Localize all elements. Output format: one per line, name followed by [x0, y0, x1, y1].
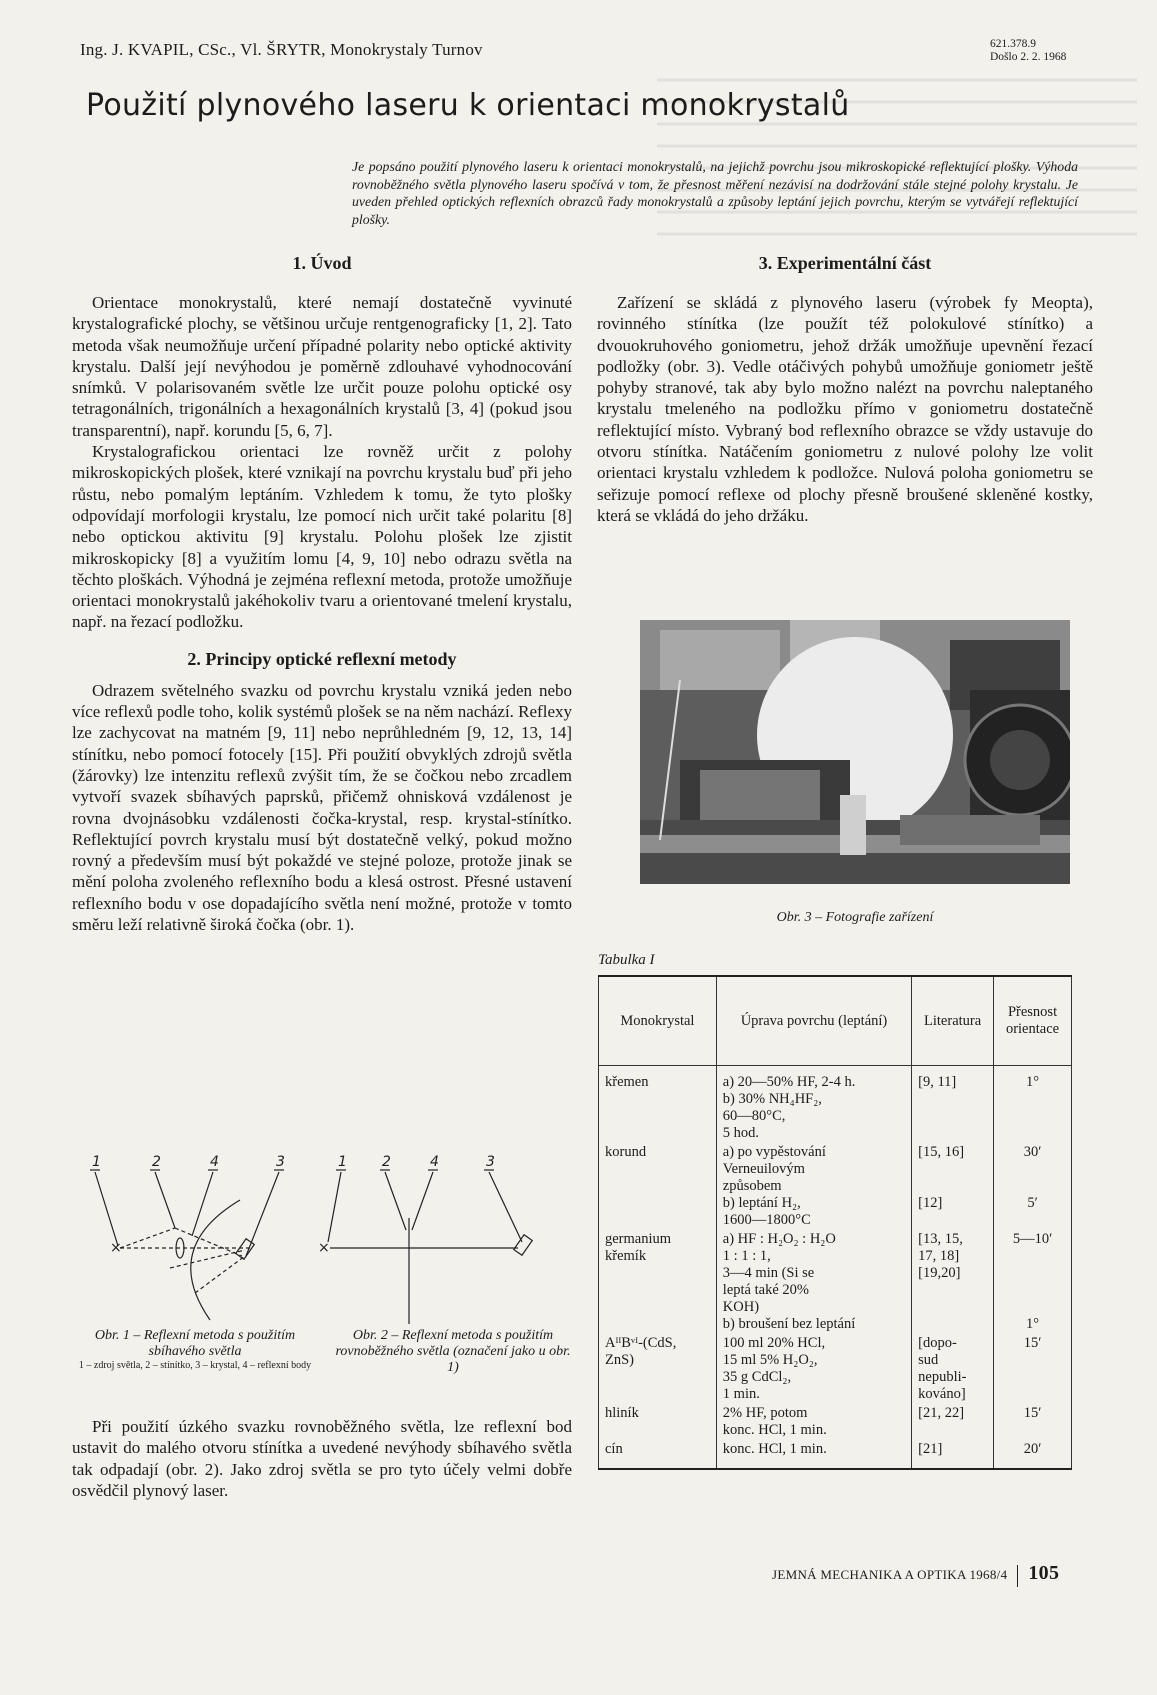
figure-1-caption-text: Obr. 1 – Reflexní metoda s použitím sbíhavého světla	[94, 1328, 296, 1359]
section-1-heading: 1. Úvod	[292, 253, 352, 273]
journal-name: JEMNÁ MECHANIKA A OPTIKA 1968/4	[772, 1567, 1008, 1582]
cell-literature: [9, 11]	[912, 1066, 994, 1144]
table-row	[599, 1404, 1072, 1440]
footer-divider	[1017, 1565, 1018, 1587]
cell-precision: 5—10′ 1°	[994, 1230, 1072, 1334]
svg-text:×: ×	[110, 1240, 122, 1256]
paragraph: Odrazem světelného svazku od povrchu krystalu vzniká jeden nebo více reflexů podle toho, kolik systémů plošek se na něm nachází. Reflexy lze zachycovat na matném [9, 11] nebo neprůhledném [9, 12, 13, 14] stínítku, nebo pomocí fotocely [15]. Při použití obvyklých zdrojů světla (žárovky) lze intenzitu reflexů zvýšit tím, že se čočkou nebo zrcadlem vytvoří svazek sbíhavých paprsků, přičemž ohnisková vzdálenost je rovna dvojnásobku vzdálenosti čočka-krystal, resp. krystal-stínítko. Reflektující povrch krystalu musí být dostatečně velký, pokud možno rovný a především musí být pokaždé ve stejné poloze, protože jinak se mění poloha zvoleného reflexního bodu a klesá ostrost. Přesné ustavení reflexního bodu v ose dopadajícího světla není možné, protože v tomto směru leží relativně široká čočka (obr. 1).	[72, 680, 572, 935]
table-row	[599, 1334, 1072, 1404]
received-date: Došlo 2. 2. 1968	[990, 51, 1067, 63]
figure-1-legend: 1 – zdroj světla, 2 – stínítko, 3 – krystal, 4 – reflexní body	[78, 1360, 312, 1371]
table-header-row	[599, 976, 1072, 1066]
cell-crystal: křemen	[599, 1066, 717, 1144]
col-header-crystal: Monokrystal	[599, 976, 717, 1066]
cell-literature: [dopo- sud nepubli- kováno]	[912, 1334, 994, 1404]
fig1-label-1: 1	[92, 1154, 101, 1170]
apparatus-photo-illustration	[640, 620, 1070, 884]
fig1-label-4: 4	[210, 1154, 219, 1170]
figure-3-photo	[640, 620, 1070, 884]
table-row	[599, 1066, 1072, 1144]
paragraph: Orientace monokrystalů, které nemají dostatečně vyvinuté krystalografické plochy, se většinou určuje rentgenograficky [1, 2]. Tato metoda však neumožňuje určení případné polarity nebo optické aktivity krystalu. Další její nevýhodou je poměrně zdlouhavé vyhodnocování snímků. V polarisovaném světle lze určit pouze polohu optické osy tetragonálních, trigonálních a hexagonálních krystalů [3, 4] (pokud jsou transparentní), např. korundu [5, 6, 7].	[72, 293, 572, 440]
fig2-label-3: 3	[486, 1154, 495, 1170]
paragraph: Při použití úzkého svazku rovnoběžného světla, lze reflexní bod ustavit do malého otvoru stínítka a uvedené nevýhody sbíhavého světla tak odpadají (obr. 2). Jako zdroj světla se pro tyto účely velmi dobře osvědčil plynový laser.	[72, 1417, 572, 1500]
cell-precision: 15′	[994, 1404, 1072, 1440]
figure-1-diagram	[90, 1154, 285, 1320]
fig1-label-2: 2	[152, 1154, 161, 1170]
authors-line: Ing. J. KVAPIL, CSc., Vl. ŠRYTR, Monokrystaly Turnov	[80, 40, 483, 59]
fig1-label-3: 3	[276, 1154, 285, 1170]
figure-2-diagram	[318, 1154, 532, 1324]
cell-literature: [13, 15, 17, 18] [19,20]	[912, 1230, 994, 1334]
article-title: Použití plynového laseru k orientaci monokrystalů	[86, 88, 850, 123]
fig2-label-2: 2	[382, 1154, 391, 1170]
classification-code	[990, 38, 1066, 64]
col-header-treatment: Úprava povrchu (leptání)	[716, 976, 911, 1066]
col-header-precision: Přesnost orientace	[994, 976, 1072, 1066]
cell-literature: [15, 16] [12]	[912, 1143, 994, 1230]
cell-treatment: 100 ml 20% HCl, 15 ml 5% H₂O₂, 35 g CdCl₂, 1 min.	[716, 1334, 911, 1404]
paragraph: Krystalografickou orientaci lze rovněž určit z polohy mikroskopických plošek, které vznikají na povrchu krystalu buď při jeho růstu, nebo pomalým leptáním. Vzhledem k tomu, že tyto plošky odpovídají morfologii krystalu, lze pomocí nich určit také polaritu [8] nebo optickou aktivitu [9] krystalu. Polohu plošek lze zjistit mikroskopicky [8] a využitím lomu [4, 9, 10] nebo odrazu světla na těchto ploškách. Výhodná je zejména reflexní metoda, protože umožňuje orientaci monokrystalů jakéhokoliv tvaru a orientované tmelení krystalu, např. na řezací podložku.	[72, 442, 572, 632]
paragraph: Zařízení se skládá z plynového laseru (výrobek fy Meopta), rovinného stínítka (lze použít též polokulové stínítko) a dvouokruhového goniometru, jehož držák umožňuje upevnění řezací podložky (obr. 3). Vedle otáčivých pohybů umožňuje goniometr ještě pohyby stranové, tak aby bylo možno nalézt na povrchu naleptaného krystalu tmeleného na podložku přímo v goniometru dostatečně reflektující místo. Vybraný bod reflexního obrazce se vždy ustavuje do otvoru stínítka. Natáčením goniometru z nulové polohy lze volit orientaci krystalu vzhledem k podložce. Nulová poloha goniometru se seřizuje pomocí reflexe od plochy přesně broušené skleněné kostky, která se vkládá do jeho držáku.	[597, 293, 1093, 525]
figures-1-2-diagram	[80, 1148, 580, 1328]
figure-3-caption: Obr. 3 – Fotografie zařízení	[776, 910, 934, 925]
section-2-continued	[72, 1416, 572, 1501]
section-1	[72, 253, 572, 935]
fig2-label-4: 4	[430, 1154, 439, 1170]
cell-precision: 20′	[994, 1440, 1072, 1469]
section-3-heading: 3. Experimentální část	[758, 253, 932, 273]
cell-literature: [21]	[912, 1440, 994, 1469]
udc-code: 621.378.9	[990, 38, 1036, 50]
table-etching	[598, 975, 1072, 1470]
cell-treatment: a) HF : H₂O₂ : H₂O 1 : 1 : 1, 3—4 min (Si se leptá také 20% KOH) b) broušení bez leptání	[716, 1230, 911, 1334]
cell-crystal: cín	[599, 1440, 717, 1469]
cell-literature: [21, 22]	[912, 1404, 994, 1440]
col-header-literature: Literatura	[912, 976, 994, 1066]
section-2-heading: 2. Principy optické reflexní metody	[187, 648, 457, 669]
table-row	[599, 1143, 1072, 1230]
cell-crystal: AᴵᴵBᵛᴵ-(CdS, ZnS)	[599, 1334, 717, 1404]
cell-precision: 30′ 5′	[994, 1143, 1072, 1230]
table-row	[599, 1230, 1072, 1334]
svg-text:×: ×	[318, 1240, 330, 1256]
figure-1-caption	[70, 1328, 320, 1372]
cell-treatment: konc. HCl, 1 min.	[716, 1440, 911, 1469]
section-3-body	[597, 292, 1093, 526]
page-footer	[772, 1562, 1059, 1587]
cell-crystal: germanium křemík	[599, 1230, 717, 1334]
cell-treatment: a) 20—50% HF, 2-4 h. b) 30% NH₄HF₂, 60—80°C, 5 hod.	[716, 1066, 911, 1144]
cell-crystal: korund	[599, 1143, 717, 1230]
abstract: Je popsáno použití plynového laseru k orientaci monokrystalů, na jejichž povrchu jsou mikroskopické reflektující plošky. Výhoda rovnoběžného světla plynového laseru spočívá v tom, že přesnost měření nezávisí na dodržování stále stejné polohy krystalu. Je uveden přehled optických reflexních obrazců řady monokrystalů a způsoby leptání jejich povrchu, kterým se vytvářejí reflektující plošky.	[352, 159, 1078, 227]
section-1-body	[72, 292, 572, 633]
page-number: 105	[1028, 1562, 1060, 1584]
cell-treatment: 2% HF, potom konc. HCl, 1 min.	[716, 1404, 911, 1440]
section-2-body	[72, 680, 572, 936]
section-3	[597, 253, 1093, 526]
cell-crystal: hliník	[599, 1404, 717, 1440]
cell-precision: 15′	[994, 1334, 1072, 1404]
figure-2-caption: Obr. 2 – Reflexní metoda s použitím rovnoběžného světla (označení jako u obr. 1)	[335, 1328, 571, 1375]
fig2-label-1: 1	[338, 1154, 347, 1170]
cell-precision: 1°	[994, 1066, 1072, 1144]
table-label: Tabulka I	[598, 952, 655, 968]
table-row	[599, 1440, 1072, 1469]
cell-treatment: a) po vypěstování Verneuilovým způsobem b) leptání H₂, 1600—1800°C	[716, 1143, 911, 1230]
